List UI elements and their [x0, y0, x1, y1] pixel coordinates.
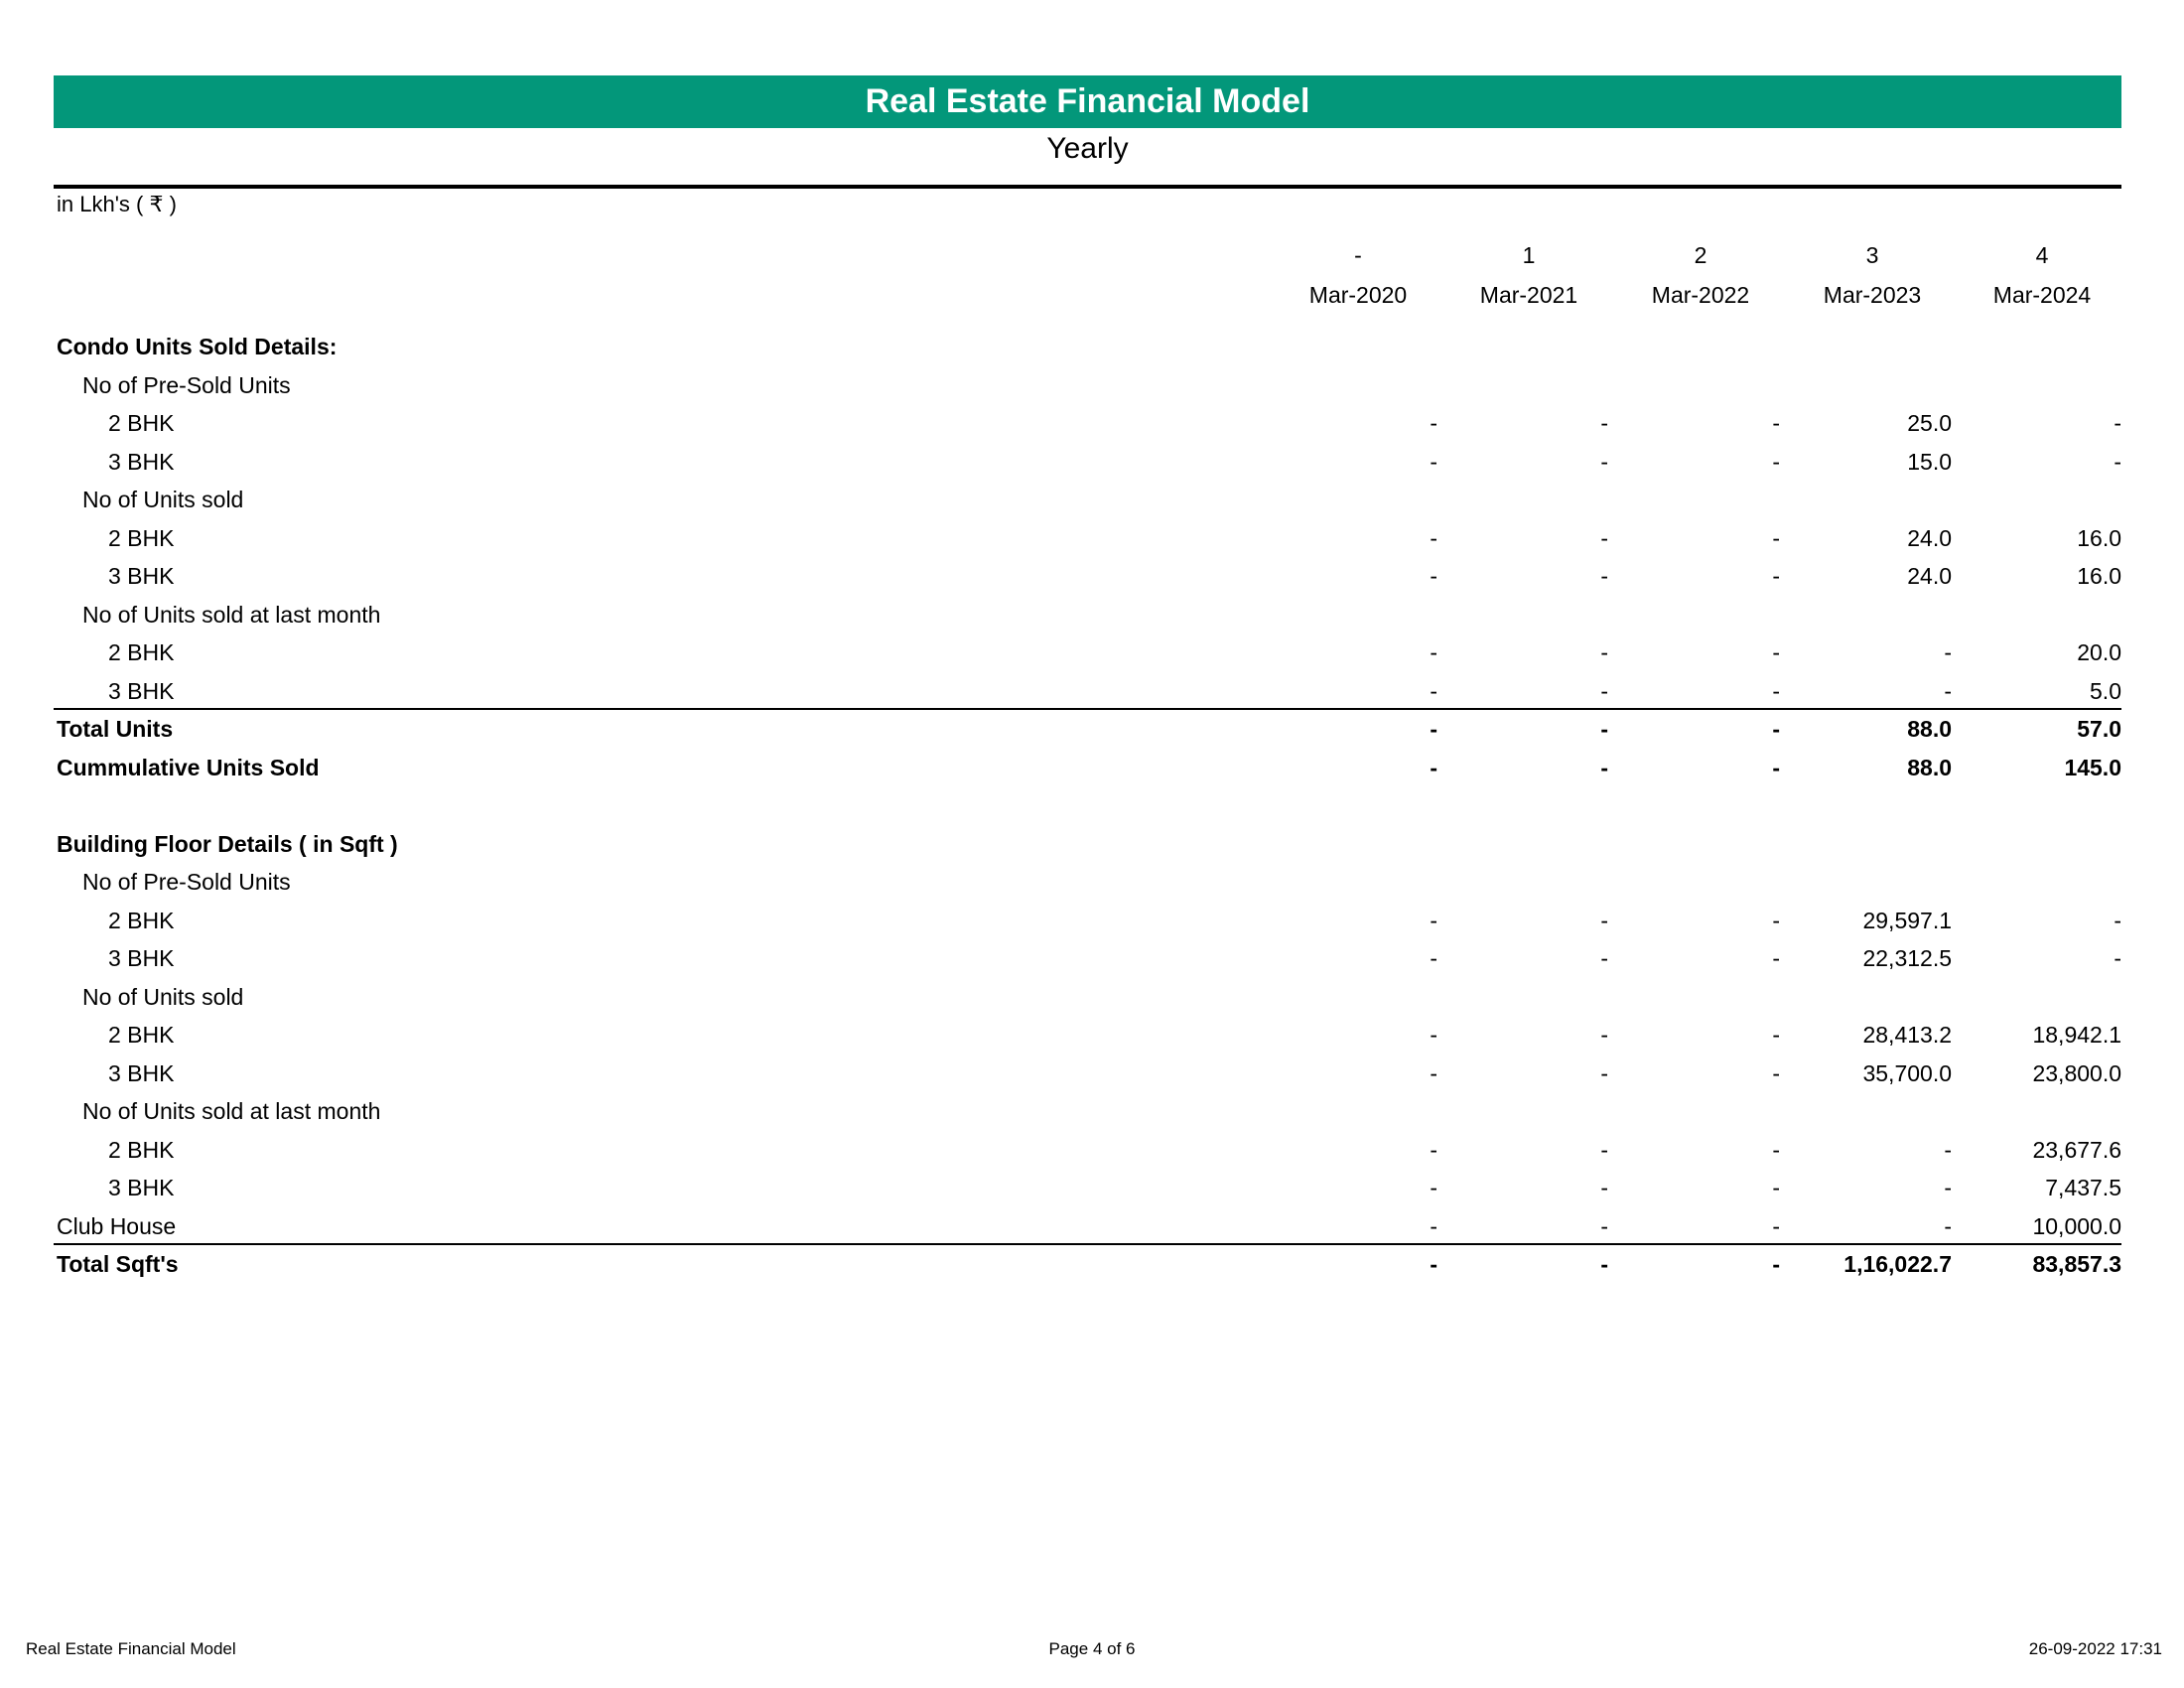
row-value: - — [1600, 524, 1608, 551]
row-value: - — [1600, 754, 1608, 780]
row-value: - — [1944, 639, 1952, 665]
date-header: Mar-2021 — [1479, 282, 1578, 308]
row-label: No of Units sold at last month — [82, 601, 381, 628]
row-value: - — [1772, 639, 1780, 665]
row-label: Total Units — [57, 716, 174, 742]
row-value: 16.0 — [2077, 524, 2121, 551]
row-label: 3 BHK — [108, 448, 175, 475]
row-value: - — [1772, 1022, 1780, 1048]
row-value: - — [1944, 677, 1952, 704]
table-row — [0, 1092, 2184, 1130]
date-header: Mar-2023 — [1823, 282, 1922, 308]
row-value: - — [1944, 1212, 1952, 1239]
row-value: - — [2114, 410, 2121, 436]
row-value: 15.0 — [1907, 448, 1952, 475]
header-divider — [54, 185, 2121, 189]
row-label: Building Floor Details ( in Sqft ) — [57, 830, 398, 857]
row-value: - — [1430, 907, 1437, 933]
row-value: 1,16,022.7 — [1843, 1251, 1952, 1277]
row-value: - — [1772, 524, 1780, 551]
row-label: Club House — [57, 1212, 177, 1239]
units-label: in Lkh's ( ₹ ) — [57, 192, 177, 216]
table-row — [0, 1016, 2184, 1054]
row-label: 2 BHK — [108, 907, 175, 933]
table-row — [0, 404, 2184, 442]
row-value: - — [1772, 410, 1780, 436]
table-row — [0, 786, 2184, 824]
row-value: - — [1600, 563, 1608, 589]
row-label: No of Pre-Sold Units — [82, 869, 291, 895]
row-value: - — [1430, 1059, 1437, 1086]
row-value: - — [1430, 524, 1437, 551]
period-header: 4 — [2035, 242, 2049, 268]
table-row — [0, 902, 2184, 939]
row-value: 22,312.5 — [1862, 945, 1952, 971]
row-value: 29,597.1 — [1862, 907, 1952, 933]
row-value: 23,800.0 — [2032, 1059, 2121, 1086]
table-row — [0, 633, 2184, 671]
row-value: 18,942.1 — [2032, 1022, 2121, 1048]
row-value: - — [2114, 945, 2121, 971]
table-row — [0, 557, 2184, 595]
table-row — [0, 596, 2184, 633]
row-value: - — [1772, 1251, 1780, 1277]
row-label: 3 BHK — [108, 945, 175, 971]
table-row — [0, 863, 2184, 901]
row-value: - — [1430, 945, 1437, 971]
date-header: Mar-2022 — [1651, 282, 1750, 308]
row-value: - — [1600, 907, 1608, 933]
row-value: - — [1430, 563, 1437, 589]
row-value: 145.0 — [2064, 754, 2121, 780]
footer-document-name: Real Estate Financial Model — [26, 1639, 236, 1658]
row-label: 2 BHK — [108, 524, 175, 551]
row-value: 24.0 — [1907, 524, 1952, 551]
row-value: - — [1772, 1059, 1780, 1086]
row-label: No of Pre-Sold Units — [82, 371, 291, 398]
date-header-row — [0, 280, 2184, 310]
row-label: 2 BHK — [108, 1022, 175, 1048]
table-row — [0, 978, 2184, 1016]
period-header: 2 — [1694, 242, 1707, 268]
row-value: - — [1430, 639, 1437, 665]
row-value: - — [1772, 1136, 1780, 1163]
row-value: - — [1600, 716, 1608, 742]
row-value: - — [1600, 1175, 1608, 1200]
row-value: 25.0 — [1907, 410, 1952, 436]
row-value: - — [1600, 1059, 1608, 1086]
row-label: 3 BHK — [108, 1059, 175, 1086]
row-label: 3 BHK — [108, 1175, 175, 1200]
row-value: 24.0 — [1907, 563, 1952, 589]
row-value: - — [1600, 639, 1608, 665]
date-header: Mar-2024 — [1992, 282, 2092, 308]
row-value: - — [1430, 1212, 1437, 1239]
table-row — [0, 1169, 2184, 1206]
row-value: 20.0 — [2077, 639, 2121, 665]
table-row — [0, 939, 2184, 977]
table-total-row — [0, 825, 2184, 863]
row-label: No of Units sold — [82, 983, 244, 1010]
table-total-row — [0, 328, 2184, 365]
row-label: Total Sqft's — [57, 1251, 179, 1277]
table-row — [0, 1055, 2184, 1092]
table-row — [0, 1131, 2184, 1169]
date-header: Mar-2020 — [1308, 282, 1408, 308]
row-value: - — [1430, 754, 1437, 780]
row-value: - — [1430, 1022, 1437, 1048]
row-value: - — [1772, 716, 1780, 742]
footer-page-number: Page 4 of 6 — [1048, 1639, 1136, 1658]
row-value: 88.0 — [1907, 754, 1952, 780]
row-value: - — [1430, 1136, 1437, 1163]
row-value: 83,857.3 — [2032, 1251, 2121, 1277]
row-value: 57.0 — [2077, 716, 2121, 742]
row-value: - — [1772, 945, 1780, 971]
row-value: - — [1600, 1212, 1608, 1239]
table-total-row — [0, 710, 2184, 748]
row-value: - — [1430, 677, 1437, 704]
row-value: - — [1430, 1175, 1437, 1200]
row-label: 2 BHK — [108, 1136, 175, 1163]
row-value: 7,437.5 — [2045, 1175, 2121, 1200]
table-total-row — [0, 1245, 2184, 1283]
row-value: - — [1600, 1136, 1608, 1163]
row-value: - — [1430, 1251, 1437, 1277]
report-subtitle: Yearly — [1046, 132, 1129, 165]
table-row — [0, 366, 2184, 404]
row-value: - — [1600, 677, 1608, 704]
row-value: - — [1430, 448, 1437, 475]
period-header: - — [1354, 242, 1362, 268]
row-value: - — [2114, 448, 2121, 475]
row-value: - — [1772, 1212, 1780, 1239]
row-value: - — [1772, 1175, 1780, 1200]
row-value: - — [1944, 1175, 1952, 1200]
row-value: - — [1600, 1022, 1608, 1048]
table-row — [0, 481, 2184, 518]
row-label: No of Units sold at last month — [82, 1098, 381, 1124]
row-value: - — [1600, 410, 1608, 436]
row-value: - — [2114, 907, 2121, 933]
table-row — [0, 672, 2184, 710]
row-value: - — [1430, 716, 1437, 742]
row-value: 16.0 — [2077, 563, 2121, 589]
row-value: 10,000.0 — [2032, 1212, 2121, 1239]
table-row — [0, 443, 2184, 481]
period-header-row — [0, 240, 2184, 270]
row-label: Cummulative Units Sold — [57, 754, 320, 780]
row-label: No of Units sold — [82, 487, 244, 512]
row-value: - — [1772, 754, 1780, 780]
period-header: 1 — [1522, 242, 1536, 268]
row-value: 88.0 — [1907, 716, 1952, 742]
period-header: 3 — [1865, 242, 1879, 268]
table-row — [0, 519, 2184, 557]
footer-timestamp: 26-09-2022 17:31 — [2028, 1639, 2162, 1658]
row-value: - — [1772, 677, 1780, 704]
row-value: 28,413.2 — [1862, 1022, 1952, 1048]
row-value: - — [1600, 448, 1608, 475]
row-label: 3 BHK — [108, 677, 175, 704]
row-label: 3 BHK — [108, 563, 175, 589]
row-value: 23,677.6 — [2032, 1136, 2121, 1163]
row-label: 2 BHK — [108, 410, 175, 436]
row-value: - — [1772, 563, 1780, 589]
table-total-row — [0, 749, 2184, 786]
row-value: - — [1600, 1251, 1608, 1277]
row-value: - — [1944, 1136, 1952, 1163]
row-value: - — [1600, 945, 1608, 971]
report-title: Real Estate Financial Model — [54, 75, 2121, 128]
row-label: 2 BHK — [108, 639, 175, 665]
table-row — [0, 1207, 2184, 1245]
row-value: 35,700.0 — [1862, 1059, 1952, 1086]
row-value: - — [1772, 448, 1780, 475]
row-label: Condo Units Sold Details: — [57, 334, 338, 359]
row-value: 5.0 — [2090, 677, 2121, 704]
row-value: - — [1772, 907, 1780, 933]
row-value: - — [1430, 410, 1437, 436]
